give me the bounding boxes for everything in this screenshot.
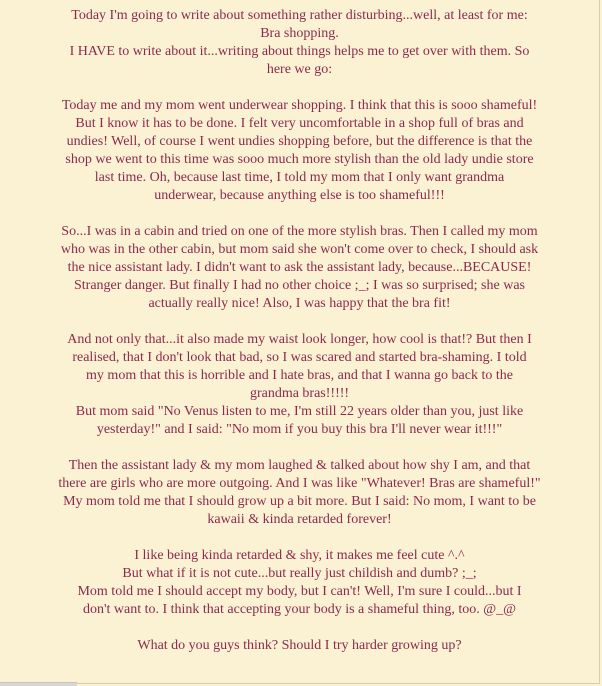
text-line: What do you guys think? Should I try harder growing up? (137, 638, 462, 653)
text-line: kawaii & kinda retarded forever! (207, 512, 392, 527)
text-line: shop we went to this time was sooo much more stylish than the old lady undie store (65, 152, 534, 167)
text-line: But mom said "No Venus listen to me, I'm still 22 years older than you, just like (75, 404, 524, 419)
text-line: But what if it is not cute...but really just childish and dumb? ;_; (122, 566, 477, 581)
text-line: there are girls who are more outgoing. And I was like "Whatever! Bras are shameful!" (58, 476, 541, 491)
text-line: last time. Oh, because last time, I told my mom that I only want grandma (94, 170, 505, 185)
text-line: I HAVE to write about it...writing about things helps me to get over with them. So (69, 44, 530, 59)
text-line: Today me and my mom went underwear shopping. I think that this is sooo shameful! (61, 98, 538, 113)
text-line: yesterday!" and I said: "No mom if you buy this bra I'll never wear it!!!" (96, 422, 503, 437)
paragraph-waist (14, 331, 585, 439)
text-line: don't want to. I think that accepting your body is a shameful thing, too. @_@ (82, 602, 517, 617)
text-line: my mom that this is horrible and I hate bras, and that I wanna go back to the (86, 368, 513, 383)
text-line: who was in the other cabin, but mom said she won't come over to check, I should ask (60, 242, 539, 257)
paragraph-feelings (14, 547, 585, 619)
paragraph-cabin (14, 223, 585, 313)
horizontal-scrollbar[interactable] (0, 682, 77, 686)
text-line: I like being kinda retarded & shy, it makes me feel cute ^.^ (134, 548, 465, 563)
paragraph-intro (14, 7, 585, 79)
text-line: My mom told me that I should grow up a bit more. But I said: No mom, I want to be (63, 494, 536, 509)
text-line: Today I'm going to write about something rather disturbing...well, at least for me: (71, 8, 528, 23)
text-line: here we go: (266, 62, 333, 77)
text-line: realised, that I don't look that bad, so I was scared and started bra-shaming. I told (72, 350, 527, 365)
text-line: So...I was in a cabin and tried on one of the more stylish bras. Then I called my mom (61, 224, 538, 239)
text-line: Bra shopping. (260, 26, 339, 41)
text-line: And not only that...it also made my waist look longer, how cool is that!? But then I (67, 332, 532, 347)
text-line: But I know it has to be done. I felt very uncomfortable in a shop full of bras and (75, 116, 524, 131)
text-line: undies! Well, of course I went undies shopping before, but the difference is that the (66, 134, 533, 149)
paragraph-question (14, 637, 585, 655)
text-line: underwear, because anything else is too shameful!!! (154, 188, 445, 203)
text-line: Stranger danger. But finally I had no other choice ;_; I was so surprised; she was (73, 278, 525, 293)
text-line: Mom told me I should accept my body, but I can't! Well, I'm sure I could...but I (77, 584, 522, 599)
text-line: actually really nice! Also, I was happy that the bra fit! (148, 296, 451, 311)
text-line: Then the assistant lady & my mom laughed & talked about how shy I am, and that (68, 458, 531, 473)
text-line: the nice assistant lady. I didn't want to ask the assistant lady, because...BECAUSE! (67, 260, 532, 275)
paragraph-shopping (14, 97, 585, 205)
paragraph-assistant (14, 457, 585, 529)
text-line: grandma bras!!!!! (249, 386, 350, 401)
